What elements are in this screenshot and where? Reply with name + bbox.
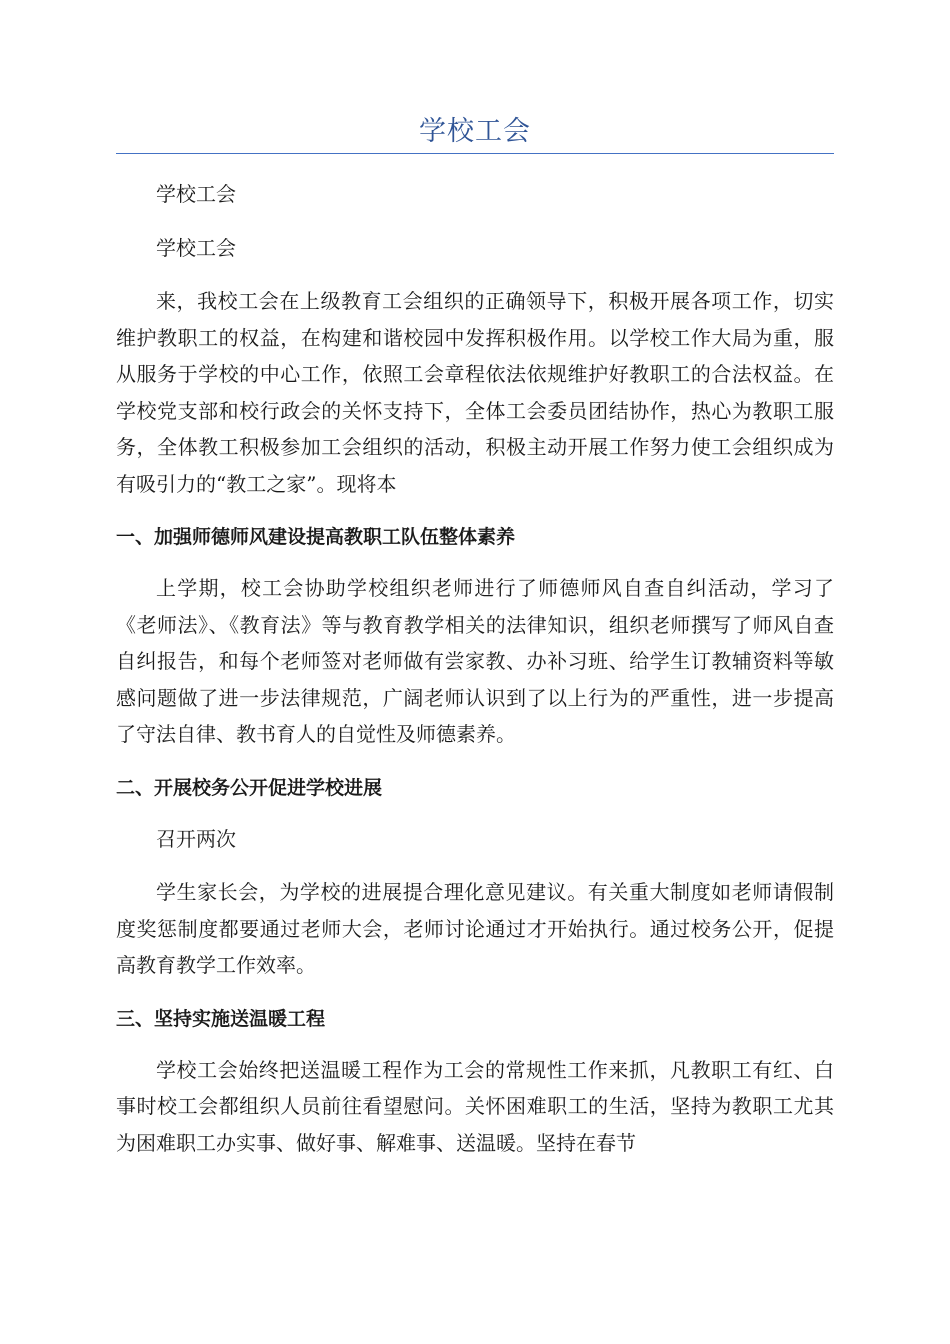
paragraph-section-3: 学校工会始终把送温暖工程作为工会的常规性工作来抓，凡教职工有红、白事时校工会都组织人员前往看望慰问。关怀困难职工的生活，坚持为教职工尤其为困难职工办实事、做好事、解难事、送温暖。坚持在春节 xyxy=(116,1057,834,1155)
paragraph-section-2a: 召开两次 xyxy=(156,826,236,851)
document-body xyxy=(116,176,834,1178)
section-heading-2: 二、开展校务公开促进学校进展 xyxy=(116,776,383,799)
section-heading-1: 一、加强师德师风建设提高教职工队伍整体素养 xyxy=(116,526,516,548)
paragraph-section-2b: 学生家长会，为学校的进展提合理化意见建议。有关重大制度如老师请假制度奖惩制度都要通过老师大会，老师讨论通过才开始执行。通过校务公开，促提高教育教学工作效率。 xyxy=(116,880,834,977)
title-block xyxy=(116,112,834,152)
paragraph-subtitle-2: 学校工会 xyxy=(156,235,236,260)
paragraph-section-1: 上学期，校工会协助学校组织老师进行了师德师风自查自纠活动，学习了《老师法》、《教育法》等与教育教学相关的法律知识，组织老师撰写了师风自查自纠报告，和每个老师签对老师做有尝家教、办补习班、给学生订教辅资料等敏感问题做了进一步法律规范，广阔老师认识到了以上行为的严重性，进一步提高了守法自律、教书育人的自觉性及师德素养。 xyxy=(116,576,834,746)
document-title: 学校工会 xyxy=(419,116,531,147)
section-heading-3: 三、坚持实施送温暖工程 xyxy=(116,1007,326,1030)
paragraph-subtitle-1: 学校工会 xyxy=(156,182,236,206)
paragraph-intro: 来，我校工会在上级教育工会组织的正确领导下，积极开展各项工作，切实维护教职工的权益，在构建和谐校园中发挥积极作用。以学校工作大局为重，服从服务于学校的中心工作，依照工会章程依法依规维护好教职工的合法权益。在学校党支部和校行政会的关怀支持下，全体工会委员团结协作，热心为教职工服务，全体教工积极参加工会组织的活动，积极主动开展工作努力使工会组织成为有吸引力的“教工之家”。现将本 xyxy=(116,289,834,496)
title-underline xyxy=(116,153,834,154)
